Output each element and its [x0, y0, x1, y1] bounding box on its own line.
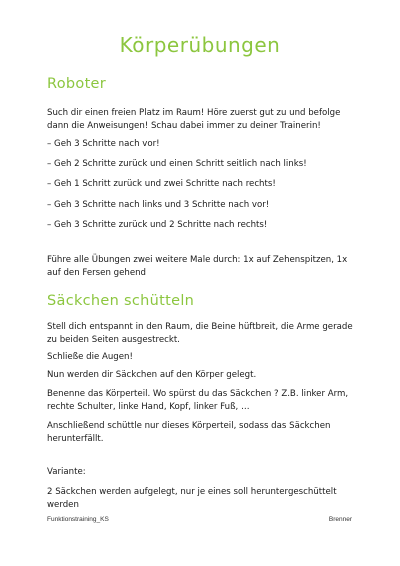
saeckchen-paragraph-3: Nun werden dir Säckchen auf den Körper gelegt. — [47, 370, 257, 380]
section-heading-saeckchen: Säckchen schütteln — [47, 293, 195, 309]
section-heading-roboter: Roboter — [47, 76, 107, 92]
roboter-step-4: – Geh 3 Schritte nach links und 3 Schritte nach vor! — [47, 200, 270, 210]
variant-text: 2 Säckchen werden aufgelegt, nur je eines soll heruntergeschüttelt werden — [47, 487, 337, 510]
roboter-step-1: – Geh 3 Schritte nach vor! — [47, 139, 160, 149]
roboter-step-2: – Geh 2 Schritte zurück und einen Schritt seitlich nach links! — [47, 159, 307, 169]
roboter-step-3: – Geh 1 Schritt zurück und zwei Schritte nach rechts! — [47, 179, 276, 189]
saeckchen-paragraph-4: Benenne das Körperteil. Wo spürst du das Säckchen ? Z.B. linker Arm, rechte Schulter, linke Hand, Kopf, linker Fuß, … — [47, 389, 349, 412]
footer-left: Funktionstraining_KS — [47, 516, 109, 523]
saeckchen-paragraph-5: Anschließend schüttle nur dieses Körperteil, sodass das Säckchen herunterfällt. — [47, 421, 331, 444]
saeckchen-paragraph-2: Schließe die Augen! — [47, 352, 133, 362]
page-title: Körperübungen — [119, 33, 281, 57]
saeckchen-paragraph-1: Stell dich entspannt in den Raum, die Beine hüftbreit, die Arme gerade zu beiden Seiten ausgestreckt. — [47, 322, 353, 345]
roboter-outro: Führe alle Übungen zwei weitere Male durch: 1x auf Zehenspitzen, 1x auf den Fersen gehend — [47, 255, 348, 278]
roboter-intro: Such dir einen freien Platz im Raum! Höre zuerst gut zu und befolge dann die Anweisungen! Schau dabei immer zu deiner Trainerin! — [47, 108, 341, 131]
roboter-step-5: – Geh 3 Schritte zurück und 2 Schritte nach rechts! — [47, 220, 268, 230]
footer-right: Brenner — [328, 516, 352, 523]
variant-label: Variante: — [47, 467, 86, 477]
